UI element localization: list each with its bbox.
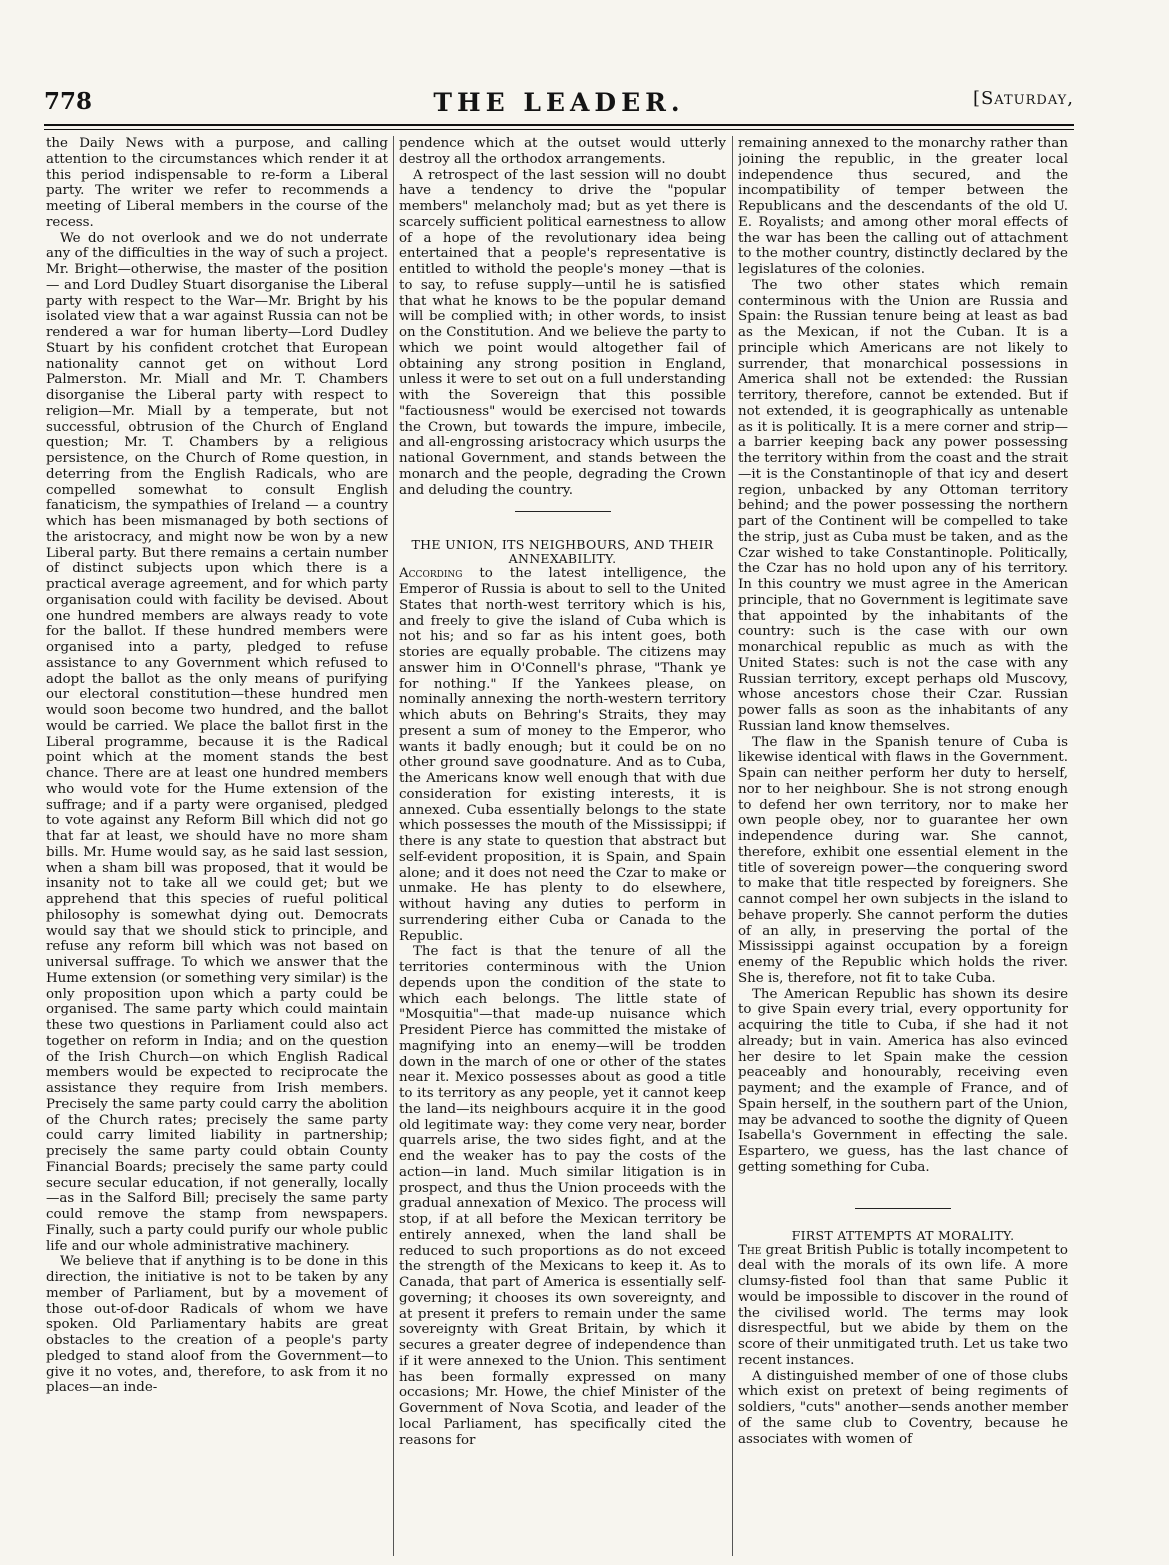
article-heading: FIRST ATTEMPTS AT MORALITY. [791, 1227, 1015, 1243]
lead-paragraph-text: great British Public is totally incompetent to deal with the morals of its own life. A more clumsy-fisted fool than that same Public it would be impossible to discover in the round of the civilised world. The terms may look disrespectful, but we abide by them on the score of their unmitigated truth. Let us take two recent instances. [738, 1242, 1068, 1368]
column-3 [738, 136, 1068, 1556]
lead-paragraph-text: to the latest intelligence, the Emperor of Russia is about to sell to the United States that north-west territory which is his, and freely to give the island of Cuba which is not his; and so far as his intent goes, both stories are equally probable. The citizens may answer him in O'Connell's phrase, "Thank ye for nothing." If the Yankees please, on nominally annexing the north-western territory which abuts on Behring's Straits, they may present a sum of money to the Emperor, who wants it badly enough; but it could be on no other ground save goodnature. And as to Cuba, the Americans know well enough that with due consideration for existing interests, it is annexed. Cuba essentially belongs to the state which possesses the mouth of the Mississippi; if there is any state to question that abstract but self-evident proposition, it is Spain, and Spain alone; and it does not need the Czar to make or unmake. He has plenty to do elsewhere, without having any duties to perform in surrendering either Cuba or Canada to the Republic. [399, 566, 726, 944]
article-paragraph: We believe that if anything is to be done in this direction, the initiative is not to be taken by any member of Parliament, but by a movement of those out-of-door Radicals of whom we have spoken. Old Parliamentary habits are great obstacles to the creation of a people's party pledged to stand aloof from the Government—to give it no votes, and, therefore, to ask from it no places—an inde- [46, 1254, 388, 1396]
article-heading: THE UNION, ITS NEIGHBOURS, AND THEIR ANNEXABILITY. [411, 537, 714, 567]
article-paragraph: The American Republic has shown its desire to give Spain every trial, every opportunity for acquiring the title to Cuba, if she had it not already; but in vain. America has also evinced her desire to let Spain make the cession peaceably and honourably, receiving even payment; and the example of France, and of Spain herself, in the southern part of the Union, may be advanced to soothe the dignity of Queen Isabella's Government in effecting the sale. Espartero, we guess, has the last chance of getting something for Cuba. [738, 986, 1068, 1175]
article-lead-paragraph [738, 1243, 1068, 1369]
column-1 [46, 136, 388, 1556]
lead-in-word: According [399, 566, 463, 582]
article-paragraph: The two other states which remain conterminous with the Union are Russia and Spain: the Russian tenure being at least as bad as the Mexican, if not the Cuban. It is a principle which Americans are not likely to surrender, that monarchical possessions in America shall not be extended: the Russian territory, therefore, cannot be extended. But if not extended, it is geographically as untenable as it is politically. It is a mere corner and strip—a barrier keeping back any power possessing the territory within from the coast and the strait—it is the Constantinople of that icy and desert region, unbacked by any Ottoman territory behind; and the power possessing the northern part of the Continent will be compelled to take the strip, just as Cuba must be taken, and as the Czar wished to take Constantinople. Politically, the Czar has no hold upon any of his territory. In this country we must agree in the American principle, that no Government is legitimate save that appointed by the inhabitants of the country: such is the case with our own monarchical republic as much as with the United States: such is not the case with any Russian territory, except perhaps old Muscovy, whose ancestors chose their Czar. Russian power falls as soon as the inhabitants of any Russian land know themselves. [738, 277, 1068, 734]
article-paragraph: The fact is that the tenure of all the territories conterminous with the Union depends upon the condition of the state to which each belongs. The little state of "Mosquitia"—that made-up nuisance which President Pierce has committed the mistake of magnifying into an enemy—will be trodden down in the march of one or other of the states near it. Mexico possesses about as good a title to its territory as any people, yet it cannot keep the land—its neighbours acquire it in the good old legitimate way: they come very near, border quarrels arise, the two sides fight, and at the end the weaker has to pay the costs of the action—in land. Much similar litigation is in prospect, and thus the Union proceeds with the gradual annexation of Mexico. The process will stop, if at all before the Mexican territory be entirely annexed, when the land shall be reduced to such proportions as do not exceed the strength of the Mexicans to keep it. As to Canada, that part of America is essentially self-governing; it chooses its own sovereignty, and at present it prefers to remain under the same sovereignty with Great Britain, by which it secures a greater degree of independence than if it were annexed to the Union. This sentiment has been formally expressed on many occasions; Mr. Howe, the chief Minister of the Government of Nova Scotia, and leader of the local Parliament, has specifically cited the reasons for [399, 944, 726, 1448]
column-divider [732, 136, 733, 1556]
lead-in-word: The [738, 1242, 762, 1258]
article-paragraph: We do not overlook and we do not underrate any of the difficulties in the way of such a project. Mr. Bright—otherwise, the master of the position — and Lord Dudley Stuart disorganise the Liberal party with respect to the War—Mr. Bright by his isolated view that a war against Russia can not be rendered a war for human liberty—Lord Dudley Stuart by his confident crotchet that European nationality cannot get on without Lord Palmerston. Mr. Miall and Mr. T. Chambers disorganise the Liberal party with respect to religion—Mr. Miall by a temperate, but not successful, obtrusion of the Church of England question; Mr. T. Chambers by a religious persistence, on the Church of Rome question, in deterring from the English Radicals, who are compelled somewhat to consult English fanaticism, the sympathies of Ireland — a country which has been mismanaged by both sections of the aristocracy, and might now be won by a new Liberal party. But there remains a certain number of distinct subjects upon which there is a practical average agreement, and for which party organisation could with facility be devised. About one hundred members are always ready to vote for the ballot. If these hundred members were organised into a party, pledged to refuse assistance to any Government which refused to adopt the ballot as the only means of purifying our electoral constitution—these hundred men would soon become two hundred, and the ballot would be carried. We place the ballot first in the Liberal programme, because it is the Radical point which at the moment stands the best chance. There are at least one hundred members who would vote for the Hume extension of the suffrage; and if a party were organised, pledged to vote against any Reform Bill which did not go that far at least, we should have no more sham bills. Mr. Hume would say, as he said last session, when a sham bill was proposed, that it would be insanity not to take all we could get; but we apprehend that this species of rueful political philosophy is somewhat dying out. Democrats would say that we should stick to principle, and refuse any reform bill which was not based on universal suffrage. To which we answer that the Hume extension (or something very similar) is the only proposition upon which a party could be organised. The same party which could maintain these two questions in Parliament could also act together on reform in India; and on the question of the Irish Church—on which English Radical members would be expected to reciprocate the assistance they require from Irish members. Precisely the same party could carry the abolition of the Church rates; precisely the same party could carry limited liability in partnership; precisely the same party could obtain County Financial Boards; precisely the same party could secure secular education, if not generally, locally—as in the Salford Bill; precisely the same party could remove the stamp from newspapers. Finally, such a party could purify our whole public life and our whole administrative machinery. [46, 230, 388, 1254]
section-divider [855, 1208, 951, 1209]
article-paragraph: pendence which at the outset would utterly destroy all the orthodox arrangements. [399, 136, 726, 167]
header-rule-thin [44, 129, 1074, 130]
header-rule [44, 124, 1074, 126]
article-paragraph: The flaw in the Spanish tenure of Cuba is likewise identical with flaws in the Government. Spain can neither perform her duty to herself, nor to her neighbour. She is not strong enough to defend her own territory, nor to make her own people obey, nor to guarantee her own independence during war. She cannot, therefore, exhibit one essential element in the title of sovereign power—the conquering sword to make that title respected by foreigners. She cannot compel her own subjects in the island to behave properly. She cannot perform the duties of an ally, in preserving the portal of the Mississippi against occupation by a foreign enemy of the Republic which holds the river. She is, therefore, not fit to take Cuba. [738, 734, 1068, 986]
column-2 [399, 136, 726, 1556]
page-number: 778 [44, 88, 93, 115]
issue-day: [Saturday, [972, 88, 1074, 109]
article-paragraph: A retrospect of the last session will no doubt have a tendency to drive the "popular members" melancholy mad; but as yet there is scarcely sufficient political earnestness to allow of a hope of the revolutionary idea being entertained that a people's representative is entitled to withold the people's money —that is to say, to refuse supply—until he is satisfied that what he knows to be the popular demand will be complied with; in other words, to insist on the Constitution. And we believe the party to which we point would altogether fail of obtaining any strong position in England, unless it were to set out on a full understanding with the Sovereign that this possible "factiousness" would be exercised not towards the Crown, but towards the impure, imbecile, and all-engrossing aristocracy which usurps the national Government, and stands between the monarch and the people, degrading the Crown and deluding the country. [399, 167, 726, 498]
article-paragraph: the Daily News with a purpose, and calling attention to the circumstances which render it at this period indispensable to re-form a Liberal party. The writer we refer to recommends a meeting of Liberal members in the course of the recess. [46, 136, 388, 230]
masthead [44, 88, 1074, 122]
newspaper-title: THE LEADER. [433, 88, 685, 117]
section-divider [515, 511, 611, 512]
article-paragraph: remaining annexed to the monarchy rather than joining the republic, in the greater local independence thus secured, and the incompatibility of temper between the Republicans and the descendants of the old U. E. Royalists; and among other moral effects of the war has been the calling out of attachment to the mother country, distinctly declared by the legislatures of the colonies. [738, 136, 1068, 277]
article-paragraph: A distinguished member of one of those clubs which exist on pretext of being regiments of soldiers, "cuts" another—sends another member of the same club to Coventry, because he associates with women of [738, 1368, 1068, 1447]
column-divider [393, 136, 394, 1556]
article-lead-paragraph [399, 566, 726, 944]
